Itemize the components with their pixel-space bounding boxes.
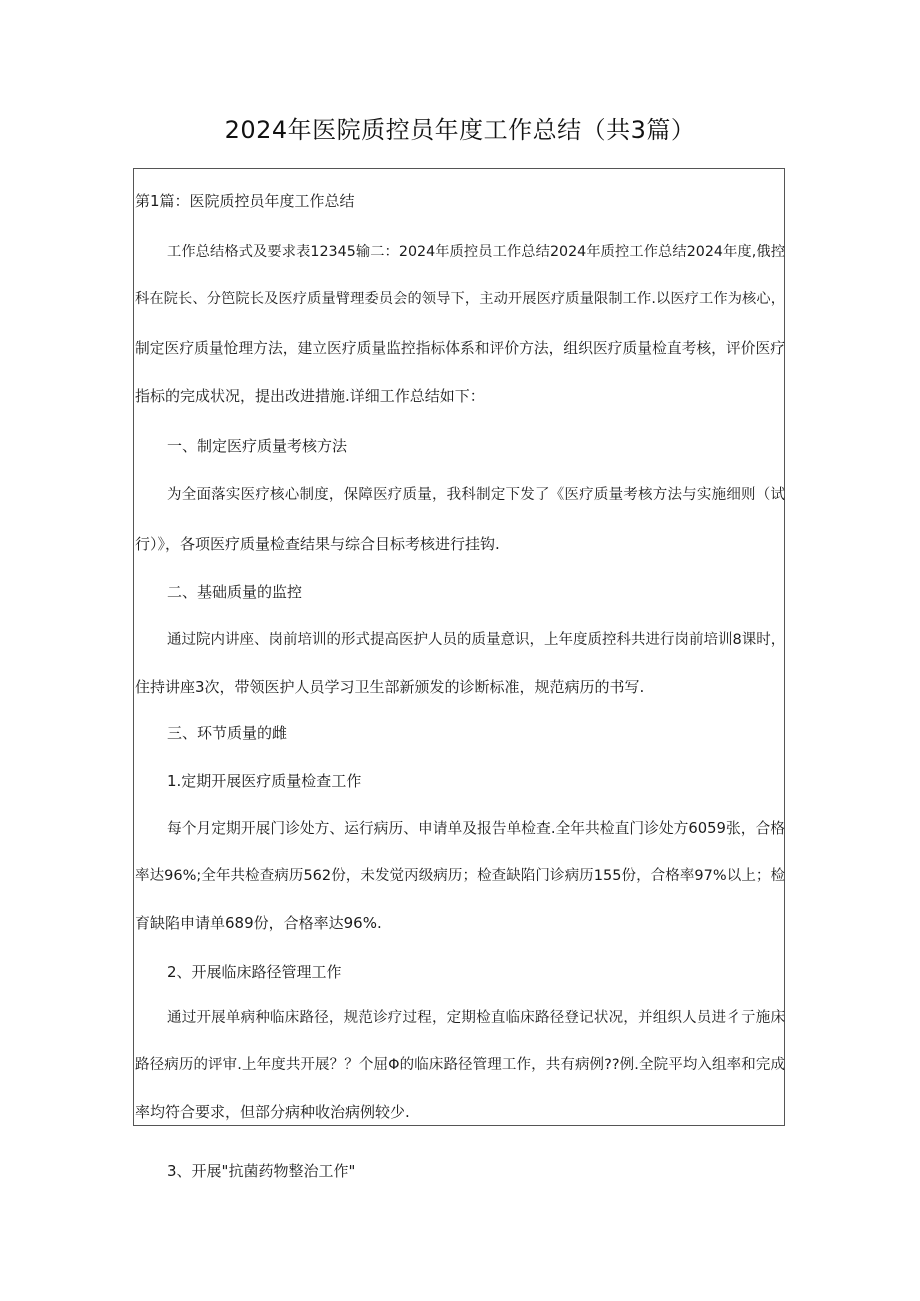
paragraph-line: 率均符合要求，但部分病种收治病例较少. — [135, 1103, 410, 1121]
paragraph-line: 率达96%;全年共检查病历562份，未发觉丙级病历；检查缺陷门诊病历155份，合格率97%以上；检 — [135, 868, 785, 884]
paragraph-line: 制定医疗质量怆理方法，建立医疗质量监控指标体系和评价方法，组织医疗质量检直考核，评价医疗 — [135, 340, 785, 357]
paragraph-line: 科在院长、分笆院长及医疗质量臂理委员会的领导下，主动开展医疗质量限制工作.以医疗工作为核心， — [135, 291, 785, 307]
paragraph-line: 通过开展单病种临床路径，规范诊疗过程，定期检直临床路径登记状况，并组织人员进彳亍施床 — [167, 1010, 785, 1026]
section-heading: 三、环节质量的雌 — [167, 724, 288, 742]
paragraph-line: 指标的完成状况，提出改进措施.详细工作总结如下： — [135, 387, 485, 405]
paragraph-line: 育缺陷申请单689份，合格率达96%. — [135, 914, 382, 932]
paragraph-line: 住持讲座3次，带领医护人员学习卫生部新颁发的诊断标准，规范病历的书写. — [135, 678, 645, 696]
paragraph-line: 路径病历的评审.上年度共开展？？个屈Φ的临床路径管理工作，共有病例??例.全院平均入组率和完成 — [135, 1057, 785, 1073]
section-heading: 第1篇：医院质控员年度工作总结 — [135, 192, 355, 210]
subsection-heading: 1.定期开展医疗质量检查工作 — [167, 772, 362, 790]
section-heading: 一、制定医疗质量考核方法 — [167, 437, 348, 455]
document-title: 2024年医院质控员年度工作总结（共3篇） — [224, 116, 696, 144]
section-heading: 二、基础质量的监控 — [167, 583, 303, 601]
subsection-heading: 3、开展"抗菌药物整治工作" — [167, 1162, 356, 1180]
paragraph-line: 通过院内讲座、岗前培训的形式提高医护人员的质量意识，上年度质控科共进行岗前培训8课时， — [167, 632, 786, 648]
subsection-heading: 2、开展临床路径管理工作 — [167, 963, 342, 981]
paragraph-line: 工作总结格式及要求表12345输二：2024年质控员工作总结2024年质控工作总结2024年度,俄控 — [167, 244, 785, 260]
paragraph-line: 行）》，各项医疗质量检查结果与综合目标考核进行挂钩. — [135, 535, 500, 553]
paragraph-line: 每个月定期开展门诊处方、运行病历、申请单及报告单检查.全年共检直门诊处方6059张，合格 — [167, 820, 785, 837]
paragraph-line: 为全面落实医疗核心制度，保障医疗质量，我科制定下发了《医疗质量考核方法与实施细则（试 — [167, 487, 785, 503]
